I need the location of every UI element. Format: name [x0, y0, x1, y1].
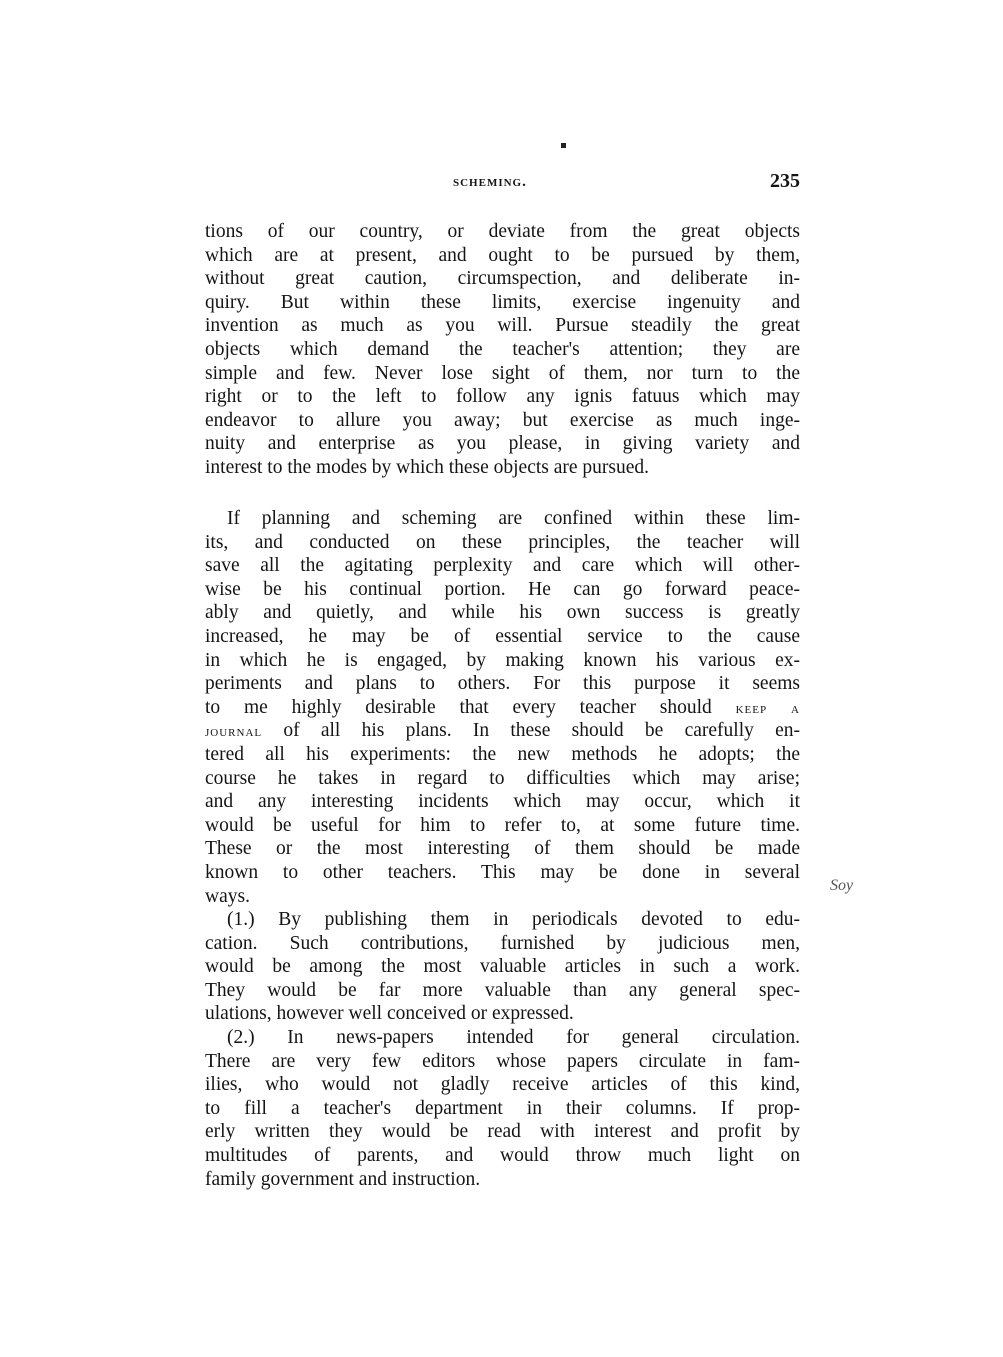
text-line: in which he is engaged, by making known his various ex-	[205, 649, 800, 671]
text-segment: to me highly desirable that every teacher should	[205, 696, 712, 718]
text-line: which are at present, and ought to be pursued by them,	[205, 244, 800, 266]
ink-speck	[561, 143, 566, 148]
text-line: These or the most interesting of them should be made	[205, 838, 800, 860]
text-line: tered all his experiments: the new methods he adopts; the	[205, 743, 800, 765]
running-head	[205, 172, 800, 198]
paragraph-continuation	[205, 220, 800, 480]
text-line: course he takes in regard to difficulties which may arise;	[205, 767, 800, 789]
text-line: save all the agitating perplexity and care which will other-	[205, 555, 800, 577]
text-line: (1.) By publishing them in periodicals devoted to edu-	[227, 909, 800, 931]
paragraph-planning	[205, 507, 800, 1191]
text-line: cation. Such contributions, furnished by judicious men,	[205, 932, 800, 954]
text-line: and any interesting incidents which may occur, which it	[205, 791, 800, 813]
text-line: invention as much as you will. Pursue steadily the great	[205, 315, 800, 337]
text-line-with-small-caps	[205, 696, 800, 720]
text-line-with-small-caps	[205, 719, 800, 743]
text-line: wise be his continual portion. He can go forward peace-	[205, 578, 800, 600]
text-line: simple and few. Never lose sight of them, nor turn to the	[205, 362, 800, 384]
text-line: without great caution, circumspection, and deliberate in-	[205, 268, 800, 290]
text-line: erly written they would be read with interest and profit by	[205, 1121, 800, 1143]
text-line: endeavor to allure you away; but exercise as much inge-	[205, 409, 800, 431]
small-caps-text: journal	[205, 723, 263, 741]
margin-annotation: Soy	[830, 877, 854, 894]
page-number: 235	[770, 170, 800, 192]
text-line: There are very few editors whose papers circulate in fam-	[205, 1050, 800, 1072]
text-line: quiry. But within these limits, exercise ingenuity and	[205, 291, 800, 313]
text-line: ably and quietly, and while his own success is greatly	[205, 602, 800, 624]
text-segment: of all his plans. In these should be carefully en-	[283, 720, 801, 742]
text-line: increased, he may be of essential service to the cause	[205, 625, 800, 647]
text-line: They would be far more valuable than any general spec-	[205, 979, 800, 1001]
text-line: family government and instruction.	[205, 1168, 481, 1190]
text-line: would be useful for him to refer to, at some future time.	[205, 814, 800, 836]
text-line: known to other teachers. This may be done in several	[205, 861, 800, 883]
text-line: its, and conducted on these principles, the teacher will	[205, 531, 800, 553]
text-line: nuity and enterprise as you please, in giving variety and	[205, 433, 800, 455]
text-line: periments and plans to others. For this purpose it seems	[205, 673, 800, 695]
text-line: ways.	[205, 885, 250, 907]
text-line: would be among the most valuable articles in such a work.	[205, 956, 800, 978]
small-caps-text: keep a	[735, 699, 800, 717]
text-line: objects which demand the teacher's attention; they are	[205, 338, 800, 360]
text-line: ulations, however well conceived or expressed.	[205, 1003, 574, 1025]
text-line: ilies, who would not gladly receive articles of this kind,	[205, 1074, 800, 1096]
text-line: interest to the modes by which these objects are pursued.	[205, 456, 650, 478]
text-line: If planning and scheming are confined within these lim-	[227, 508, 800, 529]
running-title: scheming.	[453, 174, 527, 190]
text-line: tions of our country, or deviate from the great objects	[205, 221, 800, 242]
text-line: right or to the left to follow any ignis fatuus which may	[205, 386, 800, 408]
text-line: to fill a teacher's department in their columns. If prop-	[205, 1097, 800, 1119]
text-line: (2.) In news-papers intended for general circulation.	[227, 1027, 800, 1049]
text-line: multitudes of parents, and would throw much light on	[205, 1145, 800, 1167]
